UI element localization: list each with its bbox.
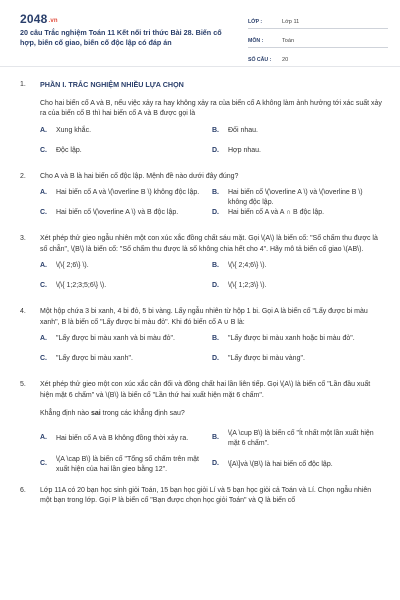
header: [0, 0, 400, 66]
option-a[interactable]: [40, 126, 212, 146]
option-b[interactable]: [212, 261, 384, 281]
question-subtext: [40, 409, 384, 420]
option-text: "Lấy được bi màu xanh".: [56, 355, 133, 362]
question-2: [0, 172, 400, 229]
option-letter: B.: [212, 335, 219, 342]
meta-value: Lớp 11: [282, 19, 300, 25]
meta-row-class: [248, 12, 388, 29]
options: [40, 426, 384, 478]
question-6: [0, 486, 400, 507]
option-letter: C.: [40, 209, 47, 216]
option-letter: D.: [212, 460, 219, 468]
meta-label: LỚP :: [248, 19, 263, 25]
subtext-after: trong các khẳng định sau?: [100, 410, 185, 417]
option-letter: B.: [212, 434, 219, 442]
option-text: "Lấy được bi màu vàng".: [228, 355, 305, 362]
option-text: \(A \cap B\) là biến cố "Tổng số chấm trên mặt xuất hiện của hai lần gieo bằng 12".: [56, 455, 199, 473]
option-text: Hai biến cố A và B không đồng thời xảy ra.: [56, 434, 189, 442]
option-text: Hai biến cố A và \(\overline B \) không độc lập.: [56, 189, 200, 196]
meta-row-count: [248, 50, 388, 67]
option-b[interactable]: [212, 188, 384, 208]
option-a[interactable]: [40, 261, 212, 281]
subtext-before: Khẳng định nào: [40, 410, 91, 417]
option-letter: C.: [40, 355, 47, 362]
option-c[interactable]: [40, 208, 212, 228]
option-letter: D.: [212, 355, 219, 362]
option-letter: D.: [212, 209, 219, 216]
question-text: Cho hai biến cố A và B, nếu việc xảy ra hay không xảy ra của biến cố A không làm ảnh hưởng tới xác suất xảy ra của biến cố B thì hai biến cố A và B được gọi là: [40, 99, 382, 117]
document-title: 20 câu Trắc nghiệm Toán 11 Kết nối tri thức Bài 28. Biến cố hợp, biến cố giao, biến cố độc lập có đáp án: [20, 28, 222, 47]
question-text: Xét phép thử gieo ngẫu nhiên một con xúc xắc đồng chất sáu mặt. Gọi \(A\) là biến cố: "Số chấm thu được là số chẵn", \(B\) là biến cố: "Số chấm thu được là số không chia hết cho 4". Hãy mô tả biến cố giao \(AB\).: [40, 235, 378, 253]
option-text: Hai biến cố \(\overline A \) và \(\overline B \) không độc lập.: [228, 189, 363, 206]
option-text: "Lấy được bi màu xanh và bi màu đỏ".: [56, 335, 175, 342]
option-text: Hai biến cố A và A ∩ B độc lập.: [228, 209, 325, 216]
option-letter: A.: [40, 262, 47, 269]
question-4: [0, 307, 400, 374]
header-divider: [0, 66, 400, 67]
option-text: Độc lập.: [56, 146, 82, 154]
option-letter: A.: [40, 434, 47, 442]
meta-row-subject: [248, 31, 388, 48]
option-letter: C.: [40, 460, 47, 468]
meta-table: [248, 12, 388, 69]
option-letter: A.: [40, 335, 47, 342]
question-number: 3.: [20, 235, 26, 242]
option-text: Hai biến cố \(\overline A \) và B độc lập.: [56, 209, 179, 216]
option-d[interactable]: [212, 208, 384, 228]
meta-label: MÔN :: [248, 38, 264, 44]
question-number: 5.: [20, 381, 26, 388]
meta-value: 20: [282, 57, 289, 63]
option-c[interactable]: [40, 281, 212, 301]
question-list: [0, 70, 400, 507]
option-text: \(\{ 1;2;3;5;6\} \).: [56, 282, 107, 289]
question-number: 2.: [20, 172, 26, 180]
option-b[interactable]: [212, 126, 384, 146]
subtext-emphasis: sai: [91, 410, 101, 417]
meta-value: Toán: [282, 38, 295, 44]
question-number: 4.: [20, 308, 26, 315]
option-letter: D.: [212, 146, 219, 154]
question-number: 1.: [20, 81, 26, 88]
meta-label: SỐ CÂU :: [248, 57, 272, 63]
option-text: Xung khắc.: [56, 126, 92, 134]
section-title: PHẦN I. TRẮC NGHIỆM NHIỀU LỰA CHỌN: [40, 80, 184, 89]
option-c[interactable]: [40, 354, 212, 374]
option-d[interactable]: [212, 452, 384, 478]
logo-number: 2048: [20, 12, 48, 26]
question-1: [0, 80, 400, 166]
question-number: 6.: [20, 486, 26, 494]
option-c[interactable]: [40, 452, 212, 478]
options: [40, 334, 384, 374]
option-b[interactable]: [212, 334, 384, 354]
logo-tld: .vn: [48, 18, 58, 24]
option-letter: B.: [212, 262, 219, 269]
option-letter: A.: [40, 126, 47, 134]
options: [40, 126, 384, 166]
option-b[interactable]: [212, 426, 384, 452]
option-d[interactable]: [212, 281, 384, 301]
option-text: "Lấy được bi màu xanh hoặc bi màu đỏ".: [228, 335, 355, 342]
option-a[interactable]: [40, 334, 212, 354]
option-letter: B.: [212, 189, 219, 196]
question-5: [0, 380, 400, 478]
option-a[interactable]: [40, 426, 212, 452]
option-text: \(\{ 2;4;6\} \).: [228, 262, 267, 269]
question-text: Cho A và B là hai biến cố độc lập. Mệnh đề nào dưới đây đúng?: [40, 172, 239, 180]
options: [40, 188, 384, 228]
option-text: \(A \cup B\) là biến cố "Ít nhất một lần xuất hiện mặt 6 chấm".: [228, 429, 374, 447]
option-text: \(\{ 2;6\} \).: [56, 262, 89, 269]
question-text: Lớp 11A có 20 bạn học sinh giỏi Toán, 15 bạn học giỏi Lí và 5 bạn học giỏi cả Toán và Lí. Chọn ngẫu nhiên một bạn trong lớp. Gọi P là biến cố "Bạn được chọn học giỏi Toán" và Q là biến cố: [40, 486, 372, 504]
site-logo[interactable]: [20, 12, 58, 26]
options: [40, 261, 384, 301]
option-text: Hợp nhau.: [228, 146, 262, 154]
option-letter: C.: [40, 282, 47, 289]
option-letter: B.: [212, 126, 219, 134]
option-letter: C.: [40, 146, 47, 154]
option-text: \(\{ 1;2;3\} \).: [228, 282, 267, 289]
option-text: \[A\]và \(B\) là hai biến cố độc lập.: [228, 460, 333, 468]
option-d[interactable]: [212, 146, 384, 166]
option-text: Đối nhau.: [228, 126, 258, 134]
option-letter: D.: [212, 282, 219, 289]
option-c[interactable]: [40, 146, 212, 166]
option-d[interactable]: [212, 354, 384, 374]
question-text: Một hộp chứa 3 bi xanh, 4 bi đỏ, 5 bi vàng. Lấy ngẫu nhiên từ hộp 1 bi. Gọi A là biến cố "Lấy được bi màu xanh", B là biến cố "Lấy được bi màu đỏ". Khi đó biến cố A ∪ B là:: [40, 308, 368, 326]
option-a[interactable]: [40, 188, 212, 208]
question-3: [0, 234, 400, 301]
option-letter: A.: [40, 189, 47, 196]
question-text: Xét phép thử gieo một con xúc xắc cân đối và đồng chất hai lần liên tiếp. Gọi \(A\) là biến cố "Lần đầu xuất hiện mặt 6 chấm" và \(B\) là biến cố "Lần thứ hai xuất hiện mặt 6 chấm".: [40, 381, 371, 399]
